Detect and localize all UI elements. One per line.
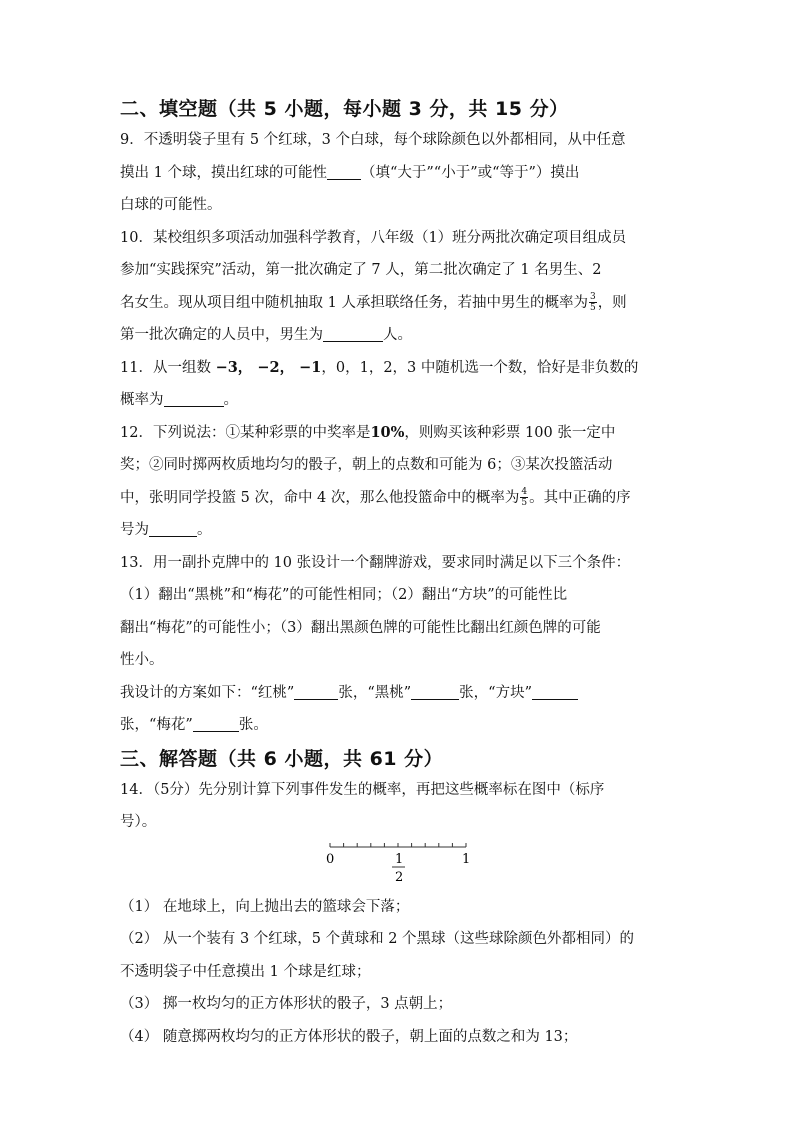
q12-text-a: 12．下列说法：①某种彩票的中奖率是 xyxy=(120,424,371,441)
question-10 xyxy=(120,222,680,352)
question-9 xyxy=(120,124,680,222)
q10-line2: 参加“实践探究”活动，第一批次确定了 7 人，第二批次确定了 1 名男生、2 xyxy=(120,262,602,278)
q12-fraction xyxy=(520,487,528,508)
q13-line4: 性小。 xyxy=(120,652,164,668)
q12-text-f: 。 xyxy=(197,522,212,538)
q9-line2 xyxy=(120,157,680,190)
q11-line2 xyxy=(120,384,680,417)
q14-part1: （1） 在地球上，向上抛出去的篮球会下落； xyxy=(120,898,410,915)
q13-clubs-blank[interactable] xyxy=(193,715,239,732)
q12-text-e: 号为 xyxy=(120,522,149,538)
exam-page xyxy=(120,96,680,1053)
q10-line4 xyxy=(120,319,680,352)
q10-fraction xyxy=(589,292,597,313)
number-line-label-0: 0 xyxy=(326,851,335,867)
fraction-denominator: 5 xyxy=(521,498,528,508)
question-11 xyxy=(120,352,680,417)
number-line-ticks xyxy=(330,843,466,847)
number-line-label-1: 1 xyxy=(462,851,471,867)
q13-text-c: 张，“方块” xyxy=(459,684,532,701)
q10-line3 xyxy=(120,287,680,320)
q13-text-d: 张，“梅花” xyxy=(120,717,193,733)
q13-line3: 翻出“梅花”的可能性小；（3）翻出黑颜色牌的可能性比翻出红颜色牌的可能 xyxy=(120,619,601,636)
q14-part2-line1: （2） 从一个装有 3 个红球，5 个黄球和 2 个黑球（这些球除颜色外都相同）的 xyxy=(120,931,635,947)
q13-spades-blank[interactable] xyxy=(411,683,459,700)
q11-text-c: 概率为 xyxy=(120,392,164,408)
q14-line1: 14．（5分）先分别计算下列事件发生的概率，再把这些概率标在图中（标序 xyxy=(120,781,605,798)
q13-text-e: 张。 xyxy=(238,717,268,733)
q10-text-a: 名女生。现从项目组中随机抽取 1 人承担联络任务，若抽中男生的概率为 xyxy=(120,294,588,311)
q10-text-d: 人。 xyxy=(383,327,412,343)
question-12 xyxy=(120,417,680,547)
fraction-numerator: 4 xyxy=(521,487,528,497)
section2-heading: 二、填空题（共 5 小题，每小题 3 分，共 15 分） xyxy=(120,98,569,120)
q12-line2: 奖；②同时掷两枚质地均匀的骰子，朝上的点数和可能为 6；③某次投篮活动 xyxy=(120,457,613,473)
q12-line1 xyxy=(120,417,680,450)
q12-text-b: ，则购买该种彩票 100 张一定中 xyxy=(404,424,616,441)
fraction-numerator: 3 xyxy=(589,292,596,302)
fraction-denominator: 5 xyxy=(589,303,596,313)
number-line xyxy=(320,839,480,891)
q14-part2-line2: 不透明袋子中任意摸出 1 个球是红球； xyxy=(120,963,371,980)
q12-answer-blank[interactable] xyxy=(149,520,197,537)
q10-line1: 10．某校组织多项活动加强科学教育，八年级（1）班分两批次确定项目组成员 xyxy=(120,229,627,246)
number-line-figure xyxy=(120,839,680,891)
q10-answer-blank[interactable] xyxy=(323,325,383,342)
q13-diamonds-blank[interactable] xyxy=(532,683,578,700)
q9-text-a: 摸出 1 个球，摸出红球的可能性 xyxy=(120,164,327,181)
q9-text-b: （填“大于”“小于”或“等于”）摸出 xyxy=(360,164,580,181)
q13-line5 xyxy=(120,677,680,710)
q13-text-b: 张，“黑桃” xyxy=(338,684,412,701)
q12-line3 xyxy=(120,482,680,515)
q13-line6 xyxy=(120,709,680,742)
question-13 xyxy=(120,547,680,742)
q13-hearts-blank[interactable] xyxy=(294,683,338,700)
q9-line3: 白球的可能性。 xyxy=(120,197,222,213)
q11-text-d: 。 xyxy=(223,392,238,408)
section3-heading: 三、解答题（共 6 小题，共 61 分） xyxy=(120,747,444,770)
q14-part3: （3） 掷一枚均匀的正方体形状的骰子，3 点朝上； xyxy=(120,996,453,1012)
q13-line2: （1）翻出“黑桃”和“梅花”的可能性相同；（2）翻出“方块”的可能性比 xyxy=(120,587,568,603)
q11-text-a: 11．从一组数 xyxy=(120,359,216,376)
q13-text-a: 我设计的方案如下：“红桃” xyxy=(120,684,295,701)
q11-text-b: ，0，1，2，3 中随机选一个数，恰好是非负数的 xyxy=(321,359,639,376)
q11-negative-numbers: −3， −2， −1 xyxy=(215,358,322,376)
q12-line4 xyxy=(120,514,680,547)
q13-line1: 13．用一副扑克牌中的 10 张设计一个翻牌游戏，要求同时满足以下三个条件： xyxy=(120,554,631,571)
q9-line1: 9．不透明袋子里有 5 个红球，3 个白球，每个球除颜色以外都相同，从中任意 xyxy=(120,132,626,148)
q12-text-c: 中，张明同学投篮 5 次，命中 4 次，那么他投篮命中的概率为 xyxy=(120,489,520,506)
number-line-label-half-den: 2 xyxy=(395,869,404,885)
q11-answer-blank[interactable] xyxy=(164,390,224,407)
q12-percent: 10% xyxy=(370,423,405,441)
q12-text-d: 。其中正确的序 xyxy=(529,489,631,506)
q14-part4: （4） 随意掷两枚均匀的正方体形状的骰子，朝上面的点数之和为 13； xyxy=(120,1028,578,1045)
q14-line2: 号）。 xyxy=(120,814,157,830)
q10-text-c: 第一批次确定的人员中，男生为 xyxy=(120,327,323,343)
question-14 xyxy=(120,774,680,1054)
number-line-label-half-num: 1 xyxy=(395,851,404,867)
q11-line1 xyxy=(120,352,680,385)
q9-answer-blank[interactable] xyxy=(327,163,361,180)
q10-text-b: ，则 xyxy=(597,294,627,311)
